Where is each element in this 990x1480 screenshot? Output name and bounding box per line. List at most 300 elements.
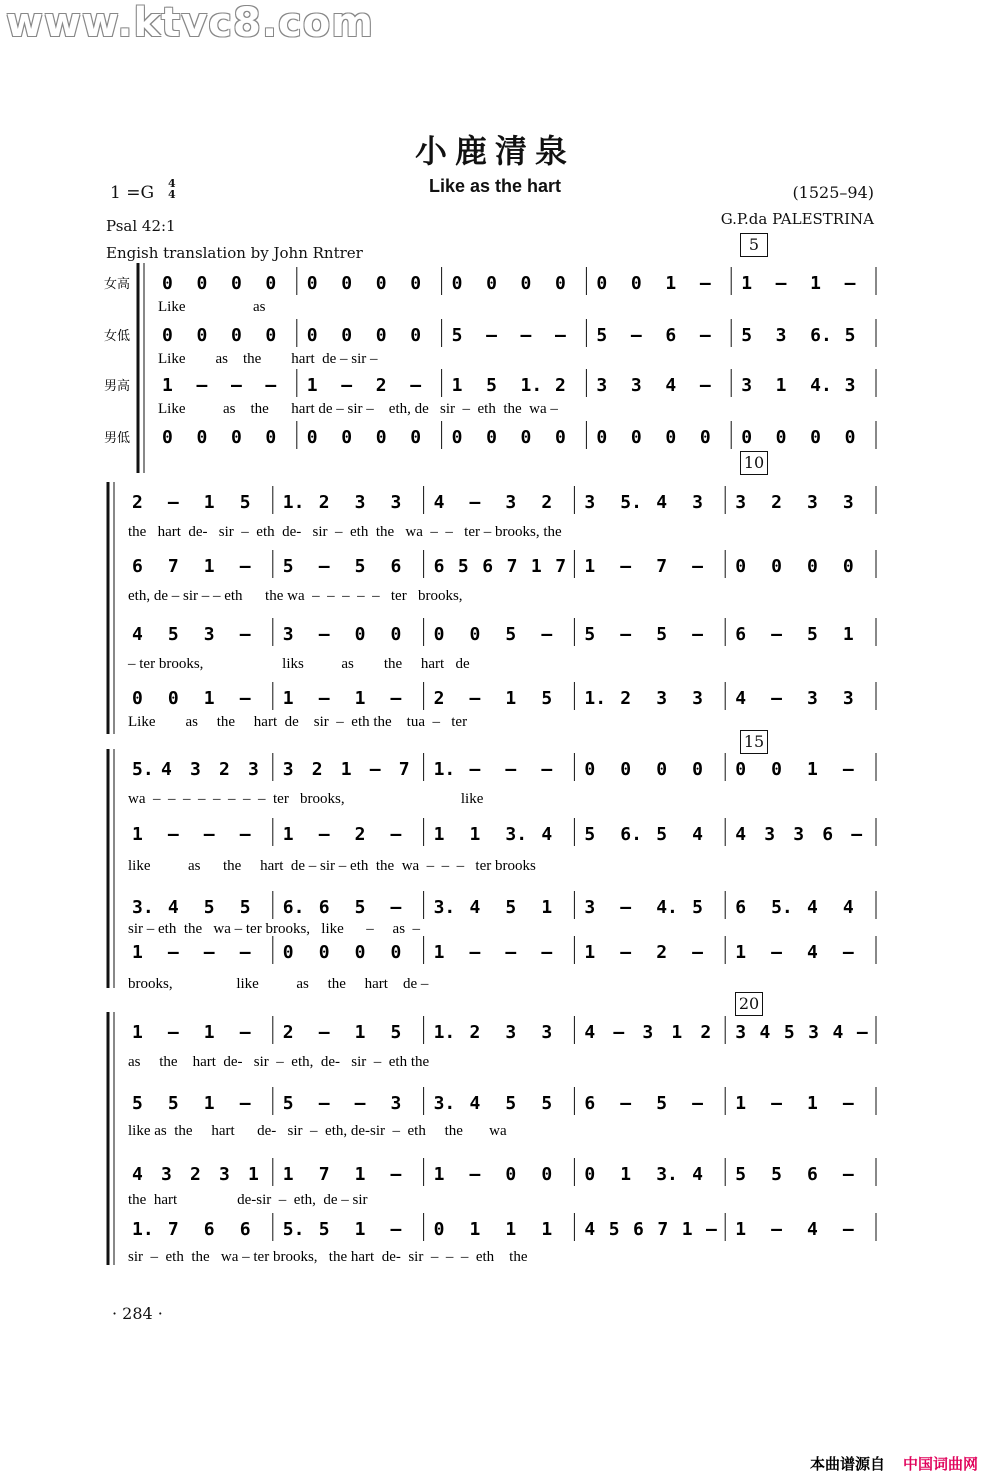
note-symbol: 0: [771, 556, 782, 577]
note-symbol: 1: [203, 556, 215, 577]
note-symbol: –: [239, 688, 251, 709]
note-symbol: 4: [832, 1022, 844, 1043]
note-symbol: 1: [203, 492, 215, 513]
lyric-line: sir – eth the wa – ter brooks, the hart de- sir – – – eth the: [128, 1249, 528, 1265]
note-symbol: 4: [692, 1164, 703, 1185]
note-symbol: 1: [354, 1219, 366, 1240]
note-symbol: 0: [230, 427, 242, 448]
note-symbol: –: [771, 1219, 782, 1240]
note-symbol: –: [469, 759, 481, 780]
note-symbol: –: [354, 1093, 366, 1114]
note-symbol: 0: [433, 1219, 445, 1240]
note-symbol: 1: [775, 375, 787, 396]
note-symbol: 3: [807, 492, 818, 513]
note-symbol: 6: [132, 556, 143, 577]
note-symbol: 3: [642, 1022, 654, 1043]
note-symbol: 1: [282, 688, 294, 709]
voice-label: 女低: [104, 329, 131, 344]
note-symbol: –: [541, 624, 553, 645]
note-symbol: 1: [505, 1219, 517, 1240]
note-symbol: 1: [807, 1093, 818, 1114]
note-symbol: 1: [162, 375, 173, 396]
note-symbol: 0: [596, 427, 608, 448]
note-symbol: –: [469, 1164, 481, 1185]
note-symbol: 5: [608, 1219, 620, 1240]
note-symbol: –: [239, 824, 251, 845]
note-symbol: –: [541, 759, 553, 780]
note-symbol: 0: [735, 759, 747, 780]
note-symbol: 2: [771, 492, 782, 513]
note-symbol: 0: [842, 556, 854, 577]
note-symbol: –: [505, 759, 517, 780]
note-symbol: 0: [390, 942, 402, 963]
note-symbol: 6: [203, 1219, 215, 1240]
note-symbol: 3.: [505, 824, 528, 845]
note-symbol: –: [239, 1022, 251, 1043]
note-symbol: 0: [469, 624, 481, 645]
note-symbol: –: [520, 325, 532, 346]
note-symbol: 0: [306, 427, 318, 448]
composer-name: G.P.da PALESTRINA: [720, 210, 874, 228]
note-symbol: 4: [807, 1219, 818, 1240]
note-symbol: 1: [132, 942, 143, 963]
note-symbol: 6: [390, 556, 402, 577]
lyric-line: like as the hart de – sir – eth the wa – – – ter brooks: [128, 858, 536, 874]
note-symbol: 0: [699, 427, 711, 448]
note-symbol: 4.: [656, 897, 678, 918]
lyric-line: Like as the hart de – sir –: [158, 351, 378, 367]
note-symbol: 2: [219, 759, 230, 780]
note-symbol: 0: [341, 427, 353, 448]
note-symbol: 0: [282, 942, 294, 963]
note-symbol: 4: [584, 1219, 596, 1240]
note-symbol: 5: [505, 1093, 517, 1114]
note-symbol: 3: [161, 1164, 172, 1185]
note-symbol: –: [620, 897, 632, 918]
note-symbol: 0: [486, 273, 497, 294]
note-symbol: 4: [692, 824, 703, 845]
note-symbol: –: [203, 942, 215, 963]
note-symbol: 3: [842, 688, 854, 709]
note-symbol: –: [505, 942, 517, 963]
note-symbol: 6: [735, 897, 747, 918]
note-symbol: 1: [203, 1022, 215, 1043]
note-symbol: 1: [735, 1093, 747, 1114]
note-symbol: 4: [469, 1093, 481, 1114]
note-symbol: –: [318, 1093, 330, 1114]
note-symbol: 0: [196, 273, 208, 294]
note-symbol: 4: [132, 624, 143, 645]
voice-label: 男高: [104, 379, 131, 394]
note-symbol: –: [265, 375, 277, 396]
note-symbol: 0: [341, 325, 353, 346]
note-symbol: –: [341, 375, 353, 396]
note-symbol: 1: [306, 375, 318, 396]
note-symbol: 0: [306, 273, 318, 294]
note-symbol: 1: [433, 942, 445, 963]
note-symbol: –: [167, 492, 179, 513]
note-symbol: 5: [541, 688, 553, 709]
note-symbol: 6.: [810, 325, 832, 346]
note-symbol: –: [771, 688, 782, 709]
note-symbol: 0: [520, 427, 532, 448]
note-symbol: –: [167, 942, 179, 963]
note-symbol: 6: [433, 556, 445, 577]
translation-credit: Engish translation by John Rntrer: [106, 244, 363, 262]
lyric-line: the hart de- sir – eth de- sir – eth the wa – – ter – brooks, the: [128, 524, 562, 540]
footer: [810, 1453, 978, 1474]
note-symbol: 0: [630, 427, 642, 448]
note-symbol: –: [469, 492, 481, 513]
note-symbol: –: [410, 375, 422, 396]
note-symbol: 0: [735, 556, 747, 577]
note-symbol: 5: [354, 556, 366, 577]
note-symbol: –: [692, 556, 703, 577]
note-symbol: 7: [657, 1219, 669, 1240]
note-symbol: –: [692, 1093, 703, 1114]
note-symbol: 6: [239, 1219, 251, 1240]
note-symbol: 0: [665, 427, 677, 448]
lyric-line: Like as the hart de – sir – eth, de sir – eth the wa –: [158, 401, 558, 417]
note-symbol: 1.: [584, 688, 607, 709]
note-symbol: –: [699, 273, 711, 294]
note-symbol: –: [196, 375, 208, 396]
note-symbol: 6: [735, 624, 747, 645]
note-symbol: 2: [132, 492, 143, 513]
note-symbol: 5: [132, 1093, 143, 1114]
note-symbol: 4: [807, 942, 818, 963]
note-symbol: 3: [735, 1022, 747, 1043]
note-symbol: 2: [318, 492, 330, 513]
song-title: 小鹿清泉: [414, 132, 575, 170]
note-symbol: 5: [541, 1093, 553, 1114]
note-symbol: 0: [596, 273, 608, 294]
measure-number-box: 15: [740, 730, 768, 754]
note-symbol: 5: [239, 492, 251, 513]
note-symbol: –: [203, 824, 215, 845]
note-symbol: 3: [203, 624, 215, 645]
note-symbol: 1: [248, 1164, 259, 1185]
note-symbol: 1: [469, 1219, 481, 1240]
note-symbol: 3: [793, 824, 805, 845]
note-symbol: 7: [506, 556, 518, 577]
note-symbol: 1: [807, 759, 818, 780]
note-symbol: 5: [807, 624, 818, 645]
note-symbol: 0: [410, 273, 422, 294]
note-symbol: 0: [354, 624, 366, 645]
note-symbol: –: [699, 325, 711, 346]
note-symbol: 1: [340, 759, 352, 780]
note-symbol: 0: [390, 624, 402, 645]
note-symbol: 3: [390, 492, 402, 513]
note-symbol: –: [842, 1093, 854, 1114]
note-symbol: –: [469, 688, 481, 709]
note-symbol: –: [699, 375, 711, 396]
note-symbol: 1: [433, 1164, 445, 1185]
note-symbol: 5: [354, 897, 366, 918]
note-symbol: 0: [451, 427, 463, 448]
note-symbol: –: [856, 1022, 868, 1043]
note-symbol: 5: [505, 624, 517, 645]
note-symbol: –: [239, 624, 251, 645]
note-symbol: 0: [584, 1164, 596, 1185]
note-symbol: 1: [451, 375, 463, 396]
note-symbol: 3.: [433, 897, 456, 918]
note-symbol: 3: [248, 759, 259, 780]
note-symbol: 4: [167, 897, 179, 918]
note-symbol: 5: [656, 624, 668, 645]
voice-label: 女高: [104, 277, 131, 292]
note-symbol: –: [541, 942, 553, 963]
note-symbol: 5: [167, 624, 179, 645]
note-symbol: 0: [230, 273, 242, 294]
note-symbol: 0: [775, 427, 787, 448]
note-symbol: 3: [692, 688, 703, 709]
note-symbol: –: [630, 325, 642, 346]
note-symbol: 5: [318, 1219, 330, 1240]
note-symbol: 3: [842, 492, 854, 513]
footer-source-label: 本曲谱源自: [809, 1455, 885, 1473]
note-symbol: 4: [469, 897, 481, 918]
watermark: www.ktvc8.com: [6, 0, 374, 46]
note-symbol: 0: [630, 273, 642, 294]
note-symbol: –: [613, 1022, 625, 1043]
note-symbol: 5: [656, 1093, 668, 1114]
note-symbol: 0: [656, 759, 668, 780]
note-symbol: 1.: [132, 1219, 154, 1240]
note-symbol: 0: [196, 325, 208, 346]
note-symbol: 3: [692, 492, 703, 513]
note-symbol: –: [844, 273, 856, 294]
note-symbol: 5: [692, 897, 703, 918]
note-symbol: 1: [741, 273, 753, 294]
note-symbol: –: [706, 1219, 717, 1240]
note-symbol: 3: [219, 1164, 230, 1185]
note-symbol: 3: [764, 824, 776, 845]
note-symbol: 1.: [433, 759, 456, 780]
measure-number-box: 5: [740, 233, 768, 257]
note-symbol: 5: [844, 325, 856, 346]
note-symbol: 2: [311, 759, 323, 780]
note-symbol: 0: [162, 427, 173, 448]
note-symbol: –: [692, 624, 703, 645]
note-symbol: 1: [354, 1164, 366, 1185]
note-symbol: –: [620, 1093, 632, 1114]
note-symbol: 3: [354, 492, 366, 513]
note-symbol: 4: [735, 688, 747, 709]
note-symbol: 0: [375, 427, 387, 448]
note-symbol: 1: [530, 556, 542, 577]
note-symbol: 1: [541, 897, 553, 918]
note-symbol: 3: [735, 492, 747, 513]
note-symbol: 3: [596, 375, 608, 396]
note-symbol: 1: [469, 824, 481, 845]
note-symbol: 1: [132, 824, 143, 845]
note-symbol: 0: [196, 427, 208, 448]
note-symbol: 4: [759, 1022, 771, 1043]
note-symbol: 2: [700, 1022, 712, 1043]
note-symbol: –: [771, 1093, 782, 1114]
note-symbol: –: [842, 759, 854, 780]
note-symbol: 0: [265, 325, 277, 346]
lyric-line: eth, de – sir – – eth the wa – – – – – ter brooks,: [128, 588, 463, 604]
note-symbol: 1: [354, 1022, 366, 1043]
note-symbol: 0: [132, 688, 143, 709]
composer-years: (1525–94): [792, 183, 874, 202]
note-symbol: –: [620, 942, 632, 963]
note-symbol: 3: [390, 1093, 402, 1114]
note-symbol: 3: [190, 759, 201, 780]
note-symbol: 4: [541, 824, 553, 845]
note-symbol: 0: [541, 1164, 553, 1185]
note-symbol: 5: [486, 375, 497, 396]
note-symbol: 3: [541, 1022, 553, 1043]
note-symbol: 1: [842, 624, 854, 645]
time-top: 4: [168, 177, 176, 190]
lyric-line: as the hart de- sir – eth, de- sir – eth the: [128, 1054, 430, 1070]
note-symbol: –: [692, 942, 703, 963]
psalm-reference: Psal 42:1: [106, 217, 176, 235]
note-symbol: 0: [807, 556, 818, 577]
note-symbol: –: [555, 325, 566, 346]
note-symbol: 0: [410, 325, 422, 346]
note-symbol: –: [167, 824, 179, 845]
note-symbol: 0: [265, 273, 277, 294]
note-symbol: 3.: [433, 1093, 456, 1114]
note-symbol: –: [318, 1022, 330, 1043]
note-symbol: –: [775, 273, 787, 294]
note-symbol: –: [230, 375, 242, 396]
note-symbol: 0: [451, 273, 463, 294]
note-symbol: –: [842, 1219, 854, 1240]
note-symbol: 1: [735, 1219, 747, 1240]
note-symbol: –: [239, 942, 251, 963]
note-symbol: 6: [318, 897, 330, 918]
note-symbol: 0: [584, 759, 596, 780]
note-symbol: 4.: [810, 375, 832, 396]
note-symbol: 2: [555, 375, 566, 396]
footer-site-name: 中国词曲网: [902, 1455, 978, 1473]
note-symbol: –: [842, 1164, 854, 1185]
note-symbol: 5: [505, 897, 517, 918]
note-symbol: 0: [375, 273, 387, 294]
note-symbol: 5: [457, 556, 469, 577]
note-symbol: 6: [633, 1219, 644, 1240]
note-symbol: 0: [354, 942, 366, 963]
note-symbol: 0: [741, 427, 753, 448]
note-symbol: 1: [282, 1164, 294, 1185]
lyric-line: – ter brooks, liks as the hart de: [128, 656, 470, 672]
note-symbol: 0: [306, 325, 318, 346]
note-symbol: 4: [842, 897, 854, 918]
key-signature: 1 =G: [110, 183, 155, 203]
note-symbol: –: [318, 824, 330, 845]
note-symbol: –: [390, 688, 402, 709]
note-symbol: 1: [810, 273, 821, 294]
note-symbol: 0: [230, 325, 242, 346]
note-symbol: 3.: [656, 1164, 678, 1185]
note-symbol: 0: [555, 273, 566, 294]
note-symbol: 1: [620, 1164, 632, 1185]
note-symbol: 2: [190, 1164, 201, 1185]
note-symbol: 7: [167, 1219, 179, 1240]
note-symbol: 0: [505, 1164, 517, 1185]
note-symbol: 0: [771, 759, 782, 780]
note-symbol: 7: [656, 556, 668, 577]
note-symbol: 0: [265, 427, 277, 448]
note-symbol: 5: [783, 1022, 795, 1043]
note-symbol: 4: [735, 824, 747, 845]
note-symbol: 1: [541, 1219, 553, 1240]
note-symbol: –: [369, 759, 381, 780]
note-symbol: –: [390, 897, 402, 918]
note-symbol: 2: [282, 1022, 294, 1043]
note-symbol: 4: [656, 492, 668, 513]
note-symbol: 3: [584, 492, 596, 513]
note-symbol: 3: [656, 688, 668, 709]
note-symbol: –: [390, 1164, 402, 1185]
note-symbol: 7: [398, 759, 410, 780]
note-symbol: 0: [810, 427, 821, 448]
note-symbol: –: [167, 1022, 179, 1043]
note-symbol: 6: [482, 556, 494, 577]
note-symbol: –: [620, 556, 632, 577]
note-symbol: 0: [167, 688, 179, 709]
note-symbol: 1: [584, 556, 596, 577]
note-symbol: 3.: [132, 897, 154, 918]
note-symbol: –: [318, 688, 330, 709]
note-symbol: 4: [807, 897, 818, 918]
note-symbol: –: [842, 942, 854, 963]
note-symbol: 2: [541, 492, 553, 513]
note-symbol: 5: [167, 1093, 179, 1114]
note-symbol: 5: [239, 897, 251, 918]
note-symbol: 3: [844, 375, 856, 396]
note-symbol: 0: [692, 759, 703, 780]
note-symbol: 5.: [132, 759, 154, 780]
note-symbol: 5: [282, 1093, 294, 1114]
page-number: · 284 ·: [112, 1304, 163, 1323]
note-symbol: 7: [318, 1164, 330, 1185]
time-bottom: 4: [168, 188, 176, 201]
lyric-line: sir – eth the wa – ter brooks, like – as –: [128, 921, 421, 937]
note-symbol: 6: [807, 1164, 818, 1185]
note-symbol: –: [851, 824, 863, 845]
song-subtitle: Like as the hart: [428, 176, 562, 196]
note-symbol: 3: [505, 1022, 517, 1043]
lyric-line: the hart de-sir – eth, de – sir: [128, 1192, 368, 1208]
note-symbol: 1: [132, 1022, 143, 1043]
note-symbol: –: [239, 1093, 251, 1114]
note-symbol: 6.: [620, 824, 642, 845]
note-symbol: –: [318, 556, 330, 577]
lyric-line: like as the hart de- sir – eth, de-sir – eth the wa: [128, 1123, 507, 1139]
note-symbol: 1: [203, 1093, 215, 1114]
note-symbol: 0: [486, 427, 497, 448]
note-symbol: 2: [656, 942, 668, 963]
note-symbol: –: [771, 942, 782, 963]
lyric-line: brooks, like as the hart de –: [128, 976, 429, 992]
note-symbol: 6: [822, 824, 834, 845]
note-symbol: 0: [162, 273, 173, 294]
note-symbol: 5.: [771, 897, 793, 918]
note-symbol: 1.: [433, 1022, 456, 1043]
note-symbol: 0: [318, 942, 330, 963]
note-symbol: 1: [505, 688, 517, 709]
note-symbol: 1: [433, 824, 445, 845]
note-symbol: 0: [375, 325, 387, 346]
note-symbol: 5: [282, 556, 294, 577]
